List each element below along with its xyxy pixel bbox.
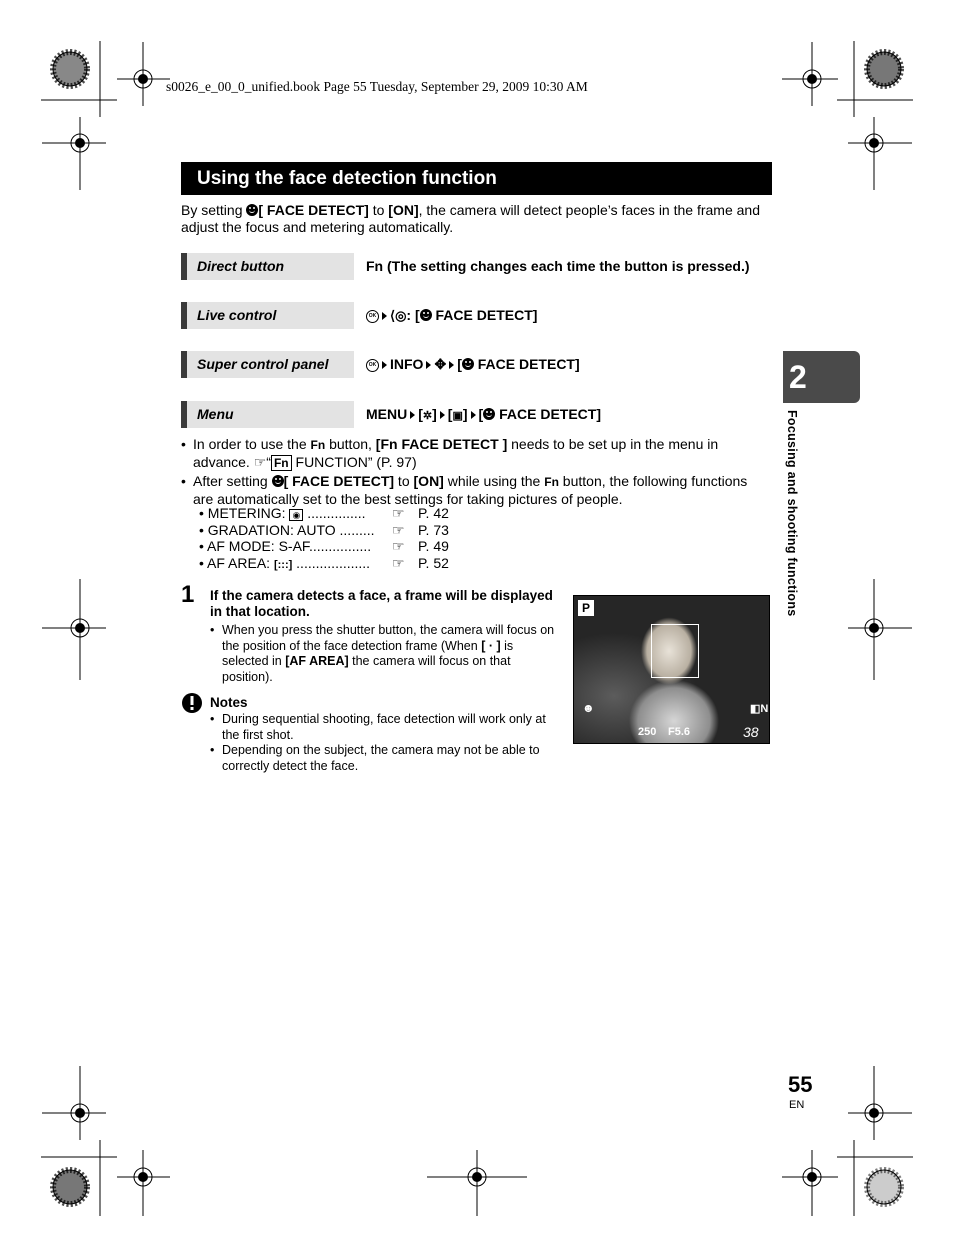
op-value-direct-button: Fn (The setting changes each time the button is pressed.) (366, 258, 750, 274)
menu-label: MENU (366, 406, 408, 422)
chapter-tab: 2 (783, 351, 860, 403)
af-area-icon: [:::] (273, 558, 293, 571)
list-item: • GRADATION: AUTO ......... ☞ P. 73 (199, 521, 449, 538)
page-number: 55 (788, 1072, 813, 1097)
face-detect-icon (462, 358, 474, 370)
arrow-pad-icon: ✥ (434, 356, 447, 372)
custom-menu-icon: ✲ (422, 410, 433, 422)
step-detail: • When you press the shutter button, the camera will focus on the position of the face detection frame (When [ · ] is selected in [AF AREA] the camera will focus on that position). (210, 623, 555, 684)
op-value-super-control-panel: OK INFO ✥ [ FACE DETECT] (366, 351, 580, 378)
notes-icon (181, 692, 203, 719)
mode-indicator: P (578, 600, 594, 616)
list-item: • In order to use the Fn button, [Fn FACE DETECT ] needs to be set up in the menu in advance. ☞“ Fn FUNCTION” (P. 97) (181, 436, 719, 470)
reference-icon: ☞ (392, 505, 405, 521)
tab-icon: ▣ (452, 410, 463, 422)
list-item: • During sequential shooting, face detection will work only at the first shot. (210, 712, 546, 742)
arrow-icon (382, 361, 387, 369)
intro-text: to (368, 202, 389, 218)
shutter-speed: 250 (638, 726, 657, 738)
list-item: • After setting [ FACE DETECT] to [ON] while using the Fn button, the following functions are automatically set to the best settings for taking pictures of people. (181, 473, 748, 507)
op-label-direct-button: Direct button (181, 253, 354, 280)
aperture: F5.6 (668, 726, 691, 738)
face-detection-frame (651, 624, 699, 678)
reference-icon: ☞ (253, 454, 267, 470)
intro-text: , the camera will detect people’s faces in the frame and adjust the focus and metering automatically. (181, 202, 760, 235)
reference-icon: ☞ (392, 521, 405, 538)
arrow-icon (426, 361, 431, 369)
reference-icon: ☞ (392, 538, 405, 555)
face-detect-hud-icon: ☻ (582, 701, 595, 715)
info-label: INFO (390, 356, 424, 372)
shots-remaining: 38 (743, 724, 759, 740)
intro-paragraph (181, 202, 776, 236)
fn-box-icon: Fn (271, 455, 292, 471)
list-item: • AF MODE: S-AF................ ☞ P. 49 (199, 538, 449, 555)
bullet-list (181, 436, 776, 508)
intro-text: By setting (181, 202, 247, 218)
arrow-icon (410, 411, 415, 419)
section-title: Using the face detection function (181, 162, 772, 195)
sub-list (199, 505, 479, 571)
reference-icon: ☞ (392, 554, 405, 571)
intro-on: [ON] (388, 202, 419, 218)
language-code: EN (789, 1099, 805, 1111)
arrow-icon (440, 411, 445, 419)
face-detect-icon (246, 204, 258, 216)
face-detect-icon (420, 309, 432, 321)
print-header: s0026_e_00_0_unified.book Page 55 Tuesday, September 29, 2009 10:30 AM (166, 79, 588, 94)
dial-icon: ⟨◎ (390, 308, 407, 323)
notes-list (210, 712, 558, 774)
op-label-live-control: Live control (181, 302, 354, 329)
notes-title: Notes (210, 695, 248, 710)
large-quality-icon: ◧ (750, 703, 761, 715)
arrow-icon (471, 411, 476, 419)
ok-icon: OK (366, 359, 379, 372)
chapter-label: Focusing and shooting functions (785, 410, 799, 617)
intro-face-detect: [ FACE DETECT] (246, 202, 368, 218)
face-detection-photo (573, 595, 770, 744)
step-number: 1 (181, 581, 195, 608)
face-detect-icon (483, 408, 495, 420)
step-heading: If the camera detects a face, a frame will be displayed in that location. (210, 588, 553, 619)
list-item: • METERING: ◉ ............... ☞ P. 42 (199, 505, 449, 521)
op-label-super-control-panel: Super control panel (181, 351, 354, 378)
arrow-icon (382, 312, 387, 320)
op-value-live-control: OK ⟨◎: [ FACE DETECT] (366, 302, 537, 329)
list-item: • AF AREA: [:::] ................... ☞ P. 52 (199, 554, 449, 571)
op-label-menu: Menu (181, 401, 354, 428)
quality-indicator: ◧N (750, 703, 769, 715)
ok-icon: OK (366, 310, 379, 323)
metering-icon: ◉ (289, 509, 303, 521)
arrow-icon (449, 361, 454, 369)
face-detect-icon (272, 475, 284, 487)
list-item: • Depending on the subject, the camera may not be able to correctly detect the face. (210, 743, 540, 773)
op-value-menu: MENU [✲] [▣] [ FACE DETECT] (366, 406, 601, 422)
